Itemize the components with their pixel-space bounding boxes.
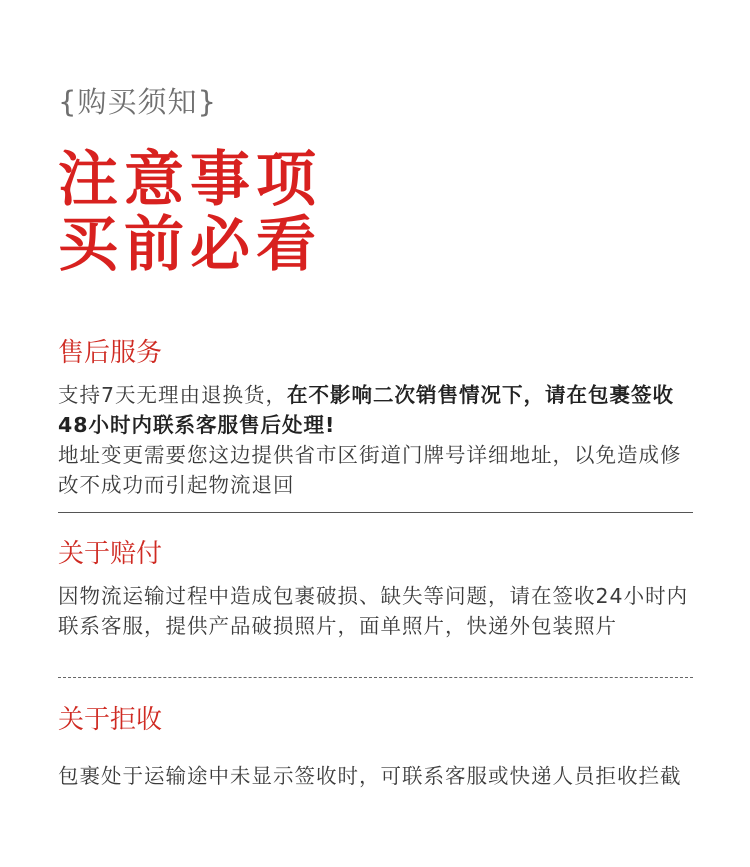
- section-title: 售后服务: [58, 338, 163, 368]
- return-policy-emphasis: 在不影响二次销售情况下，请在包裹签收48小时内联系客服售后处理!: [58, 383, 675, 437]
- compensation-text: 因物流运输过程中造成包裹破损、缺失等问题，请在签收24小时内联系客服，提供产品破损照片，面单照片，快递外包装照片: [58, 584, 689, 638]
- section-title: 关于赔付: [58, 539, 163, 569]
- purchase-notice-tag: {购买须知}: [58, 85, 217, 119]
- section-divider-dashed: [58, 677, 693, 678]
- section-compensation: [58, 541, 698, 641]
- section-title: 关于拒收: [58, 705, 163, 735]
- section-after-sales: [58, 340, 698, 500]
- after-sales-policy-text: [58, 380, 698, 440]
- section-rejection: [58, 707, 698, 791]
- headline-notice: 注意事项: [58, 145, 322, 215]
- rejection-text: 包裹处于运输途中未显示签收时，可联系客服或快递人员拒收拦截: [58, 764, 682, 788]
- address-change-text: 地址变更需要您这边提供省市区街道门牌号详细地址，以免造成修改不成功而引起物流退回: [58, 443, 682, 497]
- headline-must-read: 买前必看: [58, 210, 322, 280]
- section-divider: [58, 512, 693, 513]
- return-policy-text: 支持7天无理由退换货，: [58, 383, 288, 407]
